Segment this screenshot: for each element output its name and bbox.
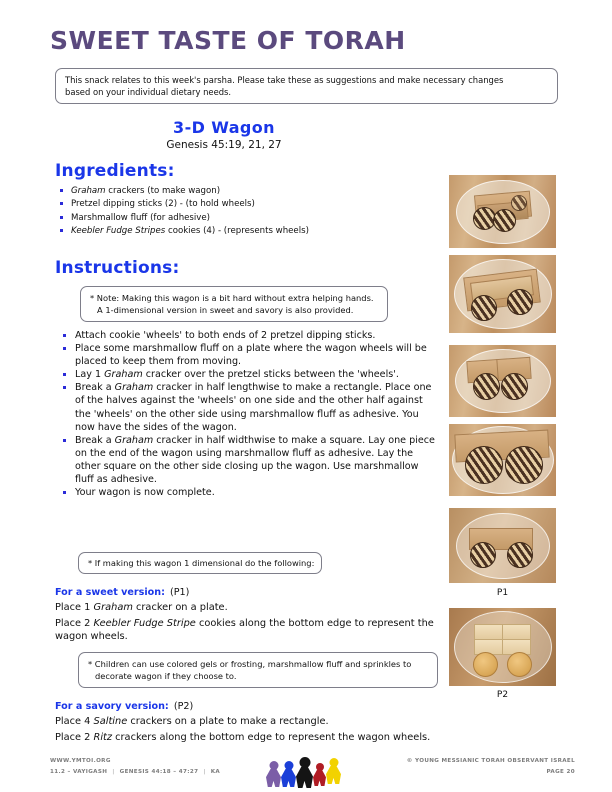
footer-page-number: PAGE 20: [546, 769, 575, 775]
children-note-line-1: * Children can use colored gels or frosting, marshmallow fluff and sprinkles to: [88, 659, 412, 669]
sweet-version-block: [55, 580, 455, 644]
photo-sweet-version: [449, 508, 556, 583]
footer-separator-2: |: [203, 769, 206, 775]
cookie-wheel: [511, 195, 527, 211]
savory-version-title: For a savory version:: [55, 701, 169, 712]
logo-figure-head-icon: [269, 761, 278, 770]
logo-figure-purple: [266, 761, 281, 785]
instructions-list: [60, 329, 435, 499]
cookie-wheel: [505, 446, 543, 484]
one-dimensional-note: [78, 552, 322, 574]
sweet-version-line-1: Place 1 Graham cracker on a plate.: [55, 602, 228, 613]
recipe-scripture-reference: Genesis 45:19, 21, 27: [166, 139, 282, 151]
recipe-title: 3-D Wagon: [173, 118, 275, 137]
savory-version-line-1: Place 4 Saltine crackers on a plate to make a rectangle.: [55, 716, 329, 727]
logo-figure-head-icon: [316, 763, 324, 771]
saltine-cracker: [474, 624, 503, 640]
list-item: Keebler Fudge Stripes cookies (4) - (represents wheels): [58, 225, 428, 237]
logo-figure-body-icon: [266, 769, 281, 787]
instructions-note-line-2: A 1-dimensional version in sweet and savory is also provided.: [97, 305, 354, 315]
savory-version-line-2: Place 2 Ritz crackers along the bottom edge to represent the wagon wheels.: [55, 731, 431, 743]
photo-wagon-finished: [449, 175, 556, 248]
cookie-wheel: [465, 446, 503, 484]
logo-figure-body-icon: [313, 770, 326, 786]
instructions-note: [80, 286, 388, 322]
photo-caption-p1: P1: [496, 588, 509, 598]
logo-figure-blue: [281, 761, 296, 787]
list-item: Break a Graham cracker in half widthwise to make a square. Lay one piece on the end of the wagon using marshmallow fluff as adhesive. Lay the other square on the other side closing up the wagon. Use marshmallow fluff as adhesive.: [60, 434, 435, 486]
children-note-line-2: decorate wagon if they choose to.: [95, 671, 237, 681]
logo-figure-head-icon: [284, 761, 293, 770]
footer-right-text: [407, 756, 575, 778]
footer-website[interactable]: WWW.YMTOI.ORG: [50, 758, 111, 764]
savory-version-block: [55, 694, 455, 744]
footer: [0, 748, 612, 792]
ritz-cracker-wheel: [507, 652, 532, 677]
disclaimer-line-1: This snack relates to this week's parsha. Please take these as suggestions and make necessary changes: [65, 75, 504, 85]
instructions-heading: Instructions:: [55, 258, 180, 278]
cookie-wheel: [501, 373, 528, 400]
footer-separator-1: |: [112, 769, 115, 775]
photo-wagon-side-view: [449, 255, 556, 333]
children-decoration-note: [78, 652, 438, 688]
list-item: Graham crackers (to make wagon): [58, 185, 428, 197]
savory-version-tag: (P2): [173, 701, 194, 712]
disclaimer-line-2: based on your individual dietary needs.: [65, 87, 232, 97]
cookie-wheel: [470, 542, 496, 568]
footer-left-text: [50, 756, 220, 778]
cookie-wheel: [493, 209, 516, 232]
logo-figure-body-icon: [296, 767, 313, 788]
photo-caption-p2: P2: [496, 690, 509, 700]
list-item: Break a Graham cracker in half lengthwise to make a rectangle. Place one of the halves against the 'wheels' on one side and the other half against the 'wheels' on the other side using marshmallow fluff as adhesive. You now have the sides of the wagon.: [60, 381, 435, 433]
logo-figure-body-icon: [326, 766, 341, 784]
list-item: Your wagon is now complete.: [60, 486, 435, 499]
one-dimensional-note-text: * If making this wagon 1 dimensional do the following:: [88, 558, 315, 568]
ritz-cracker-wheel: [473, 652, 498, 677]
page-title: SWEET TASTE OF TORAH: [50, 26, 406, 55]
footer-parsha: 11.2 – VAYIGASH: [50, 769, 108, 775]
sweet-version-line-2: Place 2 Keebler Fudge Stripe cookies along the bottom edge to represent the wagon wheels.: [55, 617, 434, 642]
sweet-version-title: For a sweet version:: [55, 587, 165, 598]
list-item: Attach cookie 'wheels' to both ends of 2 pretzel dipping sticks.: [60, 329, 435, 342]
footer-verses: GENESIS 44:18 – 47:27: [119, 769, 199, 775]
ingredients-heading: Ingredients:: [55, 161, 175, 181]
photo-savory-version: [449, 608, 556, 686]
logo-figure-body-icon: [281, 769, 296, 787]
list-item: Place some marshmallow fluff on a plate where the wagon wheels will be placed to keep them from moving.: [60, 342, 435, 368]
footer-initials: KA: [210, 769, 221, 775]
photo-wagon-sides: [449, 345, 556, 417]
saltine-cracker: [502, 624, 531, 640]
photo-cookie-wheels-closeup: [449, 424, 556, 496]
organization-logo: [266, 753, 346, 787]
logo-figure-yellow: [326, 758, 341, 785]
logo-figure-black: [296, 757, 313, 787]
logo-figure-red: [313, 763, 326, 786]
cookie-wheel: [473, 373, 500, 400]
cookie-wheel: [507, 542, 533, 568]
disclaimer-note: [55, 68, 558, 104]
instructions-note-line-1: * Note: Making this wagon is a bit hard without extra helping hands.: [90, 293, 374, 303]
ingredients-list: [58, 185, 428, 239]
list-item: Marshmallow fluff (for adhesive): [58, 212, 428, 224]
sweet-version-tag: (P1): [170, 587, 190, 598]
list-item: Lay 1 Graham cracker over the pretzel sticks between the 'wheels'.: [60, 368, 435, 381]
logo-figure-head-icon: [299, 757, 310, 768]
footer-copyright: © YOUNG MESSIANIC TORAH OBSERVANT ISRAEL: [406, 758, 575, 764]
list-item: Pretzel dipping sticks (2) - (to hold wheels): [58, 198, 428, 210]
footer-parsha-meta: [50, 767, 220, 778]
logo-figure-head-icon: [329, 758, 338, 767]
cookie-wheel: [507, 289, 533, 315]
cookie-wheel: [471, 295, 497, 321]
